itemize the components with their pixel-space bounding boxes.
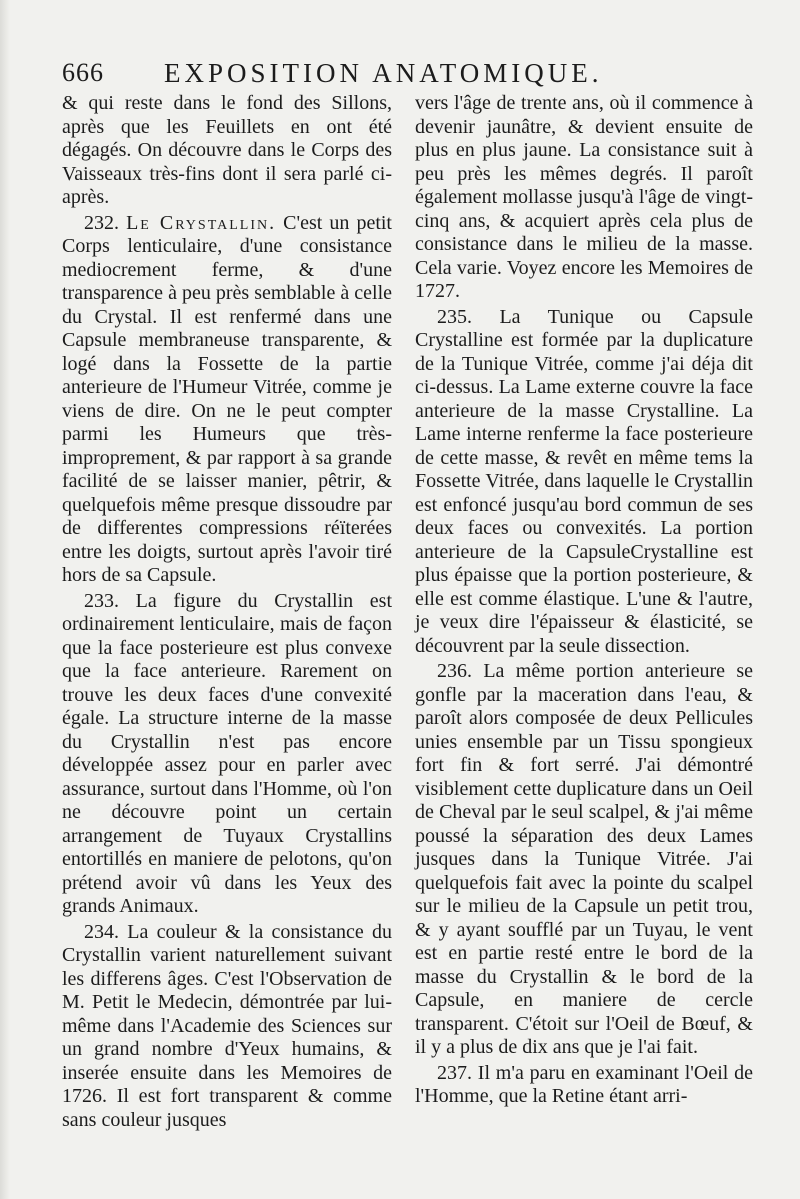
left-column	[62, 92, 392, 1134]
paragraph-number: 236.	[437, 660, 472, 682]
paragraph-number: 235.	[437, 305, 472, 328]
paragraph-continuation: vers l'âge de trente ans, où il commence à devenir jaunâtre, & devient ensuite de plus en plus jaune. La consistance suit à peu près les mêmes degrés. Il paroît également mollasse jusqu'à l'âge de vingt-cinq ans, & acquiert après cela plus de consistance dans le milieu de la masse. Cela varie. Voyez encore les Memoires de 1727.	[415, 92, 753, 302]
paragraph-236	[415, 660, 753, 1060]
paragraph-continuation: & qui reste dans le fond des Sillons, après que les Feuillets en ont été dégagés. On découvre dans le Corps des Vaisseaux très-fins dont il sera parlé ci-après.	[62, 92, 392, 208]
paragraph-number: 232.	[84, 211, 119, 234]
paragraph-number: 237.	[437, 1061, 472, 1084]
running-title: EXPOSITION ANATOMIQUE.	[164, 58, 603, 88]
section-heading: Le Crystallin.	[126, 211, 277, 234]
page-gutter-shadow	[0, 0, 10, 1199]
paragraph-text: Il m'a paru en examinant l'Oeil de l'Homme, que la Retine étant arri-	[415, 1061, 753, 1107]
paragraph-text: La même portion anterieure se gonfle par la maceration dans l'eau, & paroît alors composée de deux Pellicules unies ensemble par un Tissu spongieux fort fin & fort serré. J'ai démontré visiblement cette duplicature dans un Oeil de Cheval par le seul scalpel, & j'ai même poussé la séparation des deux Lames jusques dans la Tunique Vitrée. J'ai quelquefois fait avec la pointe du scalpel sur le milieu de la Capsule un petit trou, & y ayant soufflé par un Tuyau, le vent est en partie resté entre le bord de la masse du Crystallin & le bord de la Capsule, en maniere de cercle transparent. C'étoit sur l'Oeil de Bœuf, & il y a plus de dix ans que je l'ai fait.	[415, 660, 754, 1058]
paragraph-number: 233.	[84, 589, 119, 612]
page-number: 666	[62, 58, 104, 87]
paragraph-234	[62, 921, 392, 1133]
paragraph-232	[62, 212, 392, 588]
page-header	[62, 58, 752, 92]
paragraph-235	[415, 306, 753, 659]
paragraph-text: La Tunique ou Capsule Crystalline est formée par la duplicature de la Tunique Vitrée, comme j'ai déja dit ci-dessus. La Lame externe couvre la face anterieure de la masse Crystalline. La Lame interne renferme la face posterieure de cette masse, & revêt en même tems la Fossette Vitrée, dans laquelle le Crystallin est enfoncé jusqu'au bord commun de ses deux faces ou convexités. La portion anterieure de la CapsuleCrystalline est plus épaisse que la portion posterieure, & elle est comme élastique. L'une & l'autre, je veux dire l'épaisseur & élasticité, se découvrent par la seule dissection.	[415, 305, 753, 657]
right-column	[415, 92, 753, 1111]
paragraph-text: C'est un petit Corps lenticulaire, d'une consistance mediocrement ferme, & d'une transparence à peu près semblable à celle du Crystal. Il est renfermé dans une Capsule membraneuse transparente, & logé dans la Fossette de la partie anterieure de l'Humeur Vitrée, comme je viens de dire. On ne le peut compter parmi les Humeurs que très-improprement, & par rapport à sa grande facilité de se laisser manier, pêtrir, & quelquefois même presque dissoudre par de differentes compressions réïterées entre les doigts, surtout après l'avoir tiré hors de sa Capsule.	[62, 211, 392, 586]
paragraph-text: La figure du Crystallin est ordinairement lenticulaire, mais de façon que la face posterieure est plus convexe que la face anterieure. Rarement on trouve les deux faces d'une convexité égale. La structure interne de la masse du Crystallin n'est pas encore développée assez pour en parler avec assurance, surtout dans l'Homme, où l'on ne découvre point un certain arrangement de Tuyaux Crystallins entortillés en maniere de pelotons, qu'on prétend avoir vû dans les Yeux des grands Animaux.	[62, 589, 392, 917]
paragraph-text: La couleur & la consistance du Crystallin varient naturellement suivant les differens âges. C'est l'Observation de M. Petit le Medecin, démontrée par lui-même dans l'Academie des Sciences sur un grand nombre d'Yeux humains, & inserée ensuite dans les Memoires de 1726. Il est fort transparent & comme sans couleur jusques	[62, 920, 392, 1131]
paragraph-number: 234.	[84, 920, 119, 943]
paragraph-233	[62, 590, 392, 919]
paragraph-237	[415, 1062, 753, 1109]
